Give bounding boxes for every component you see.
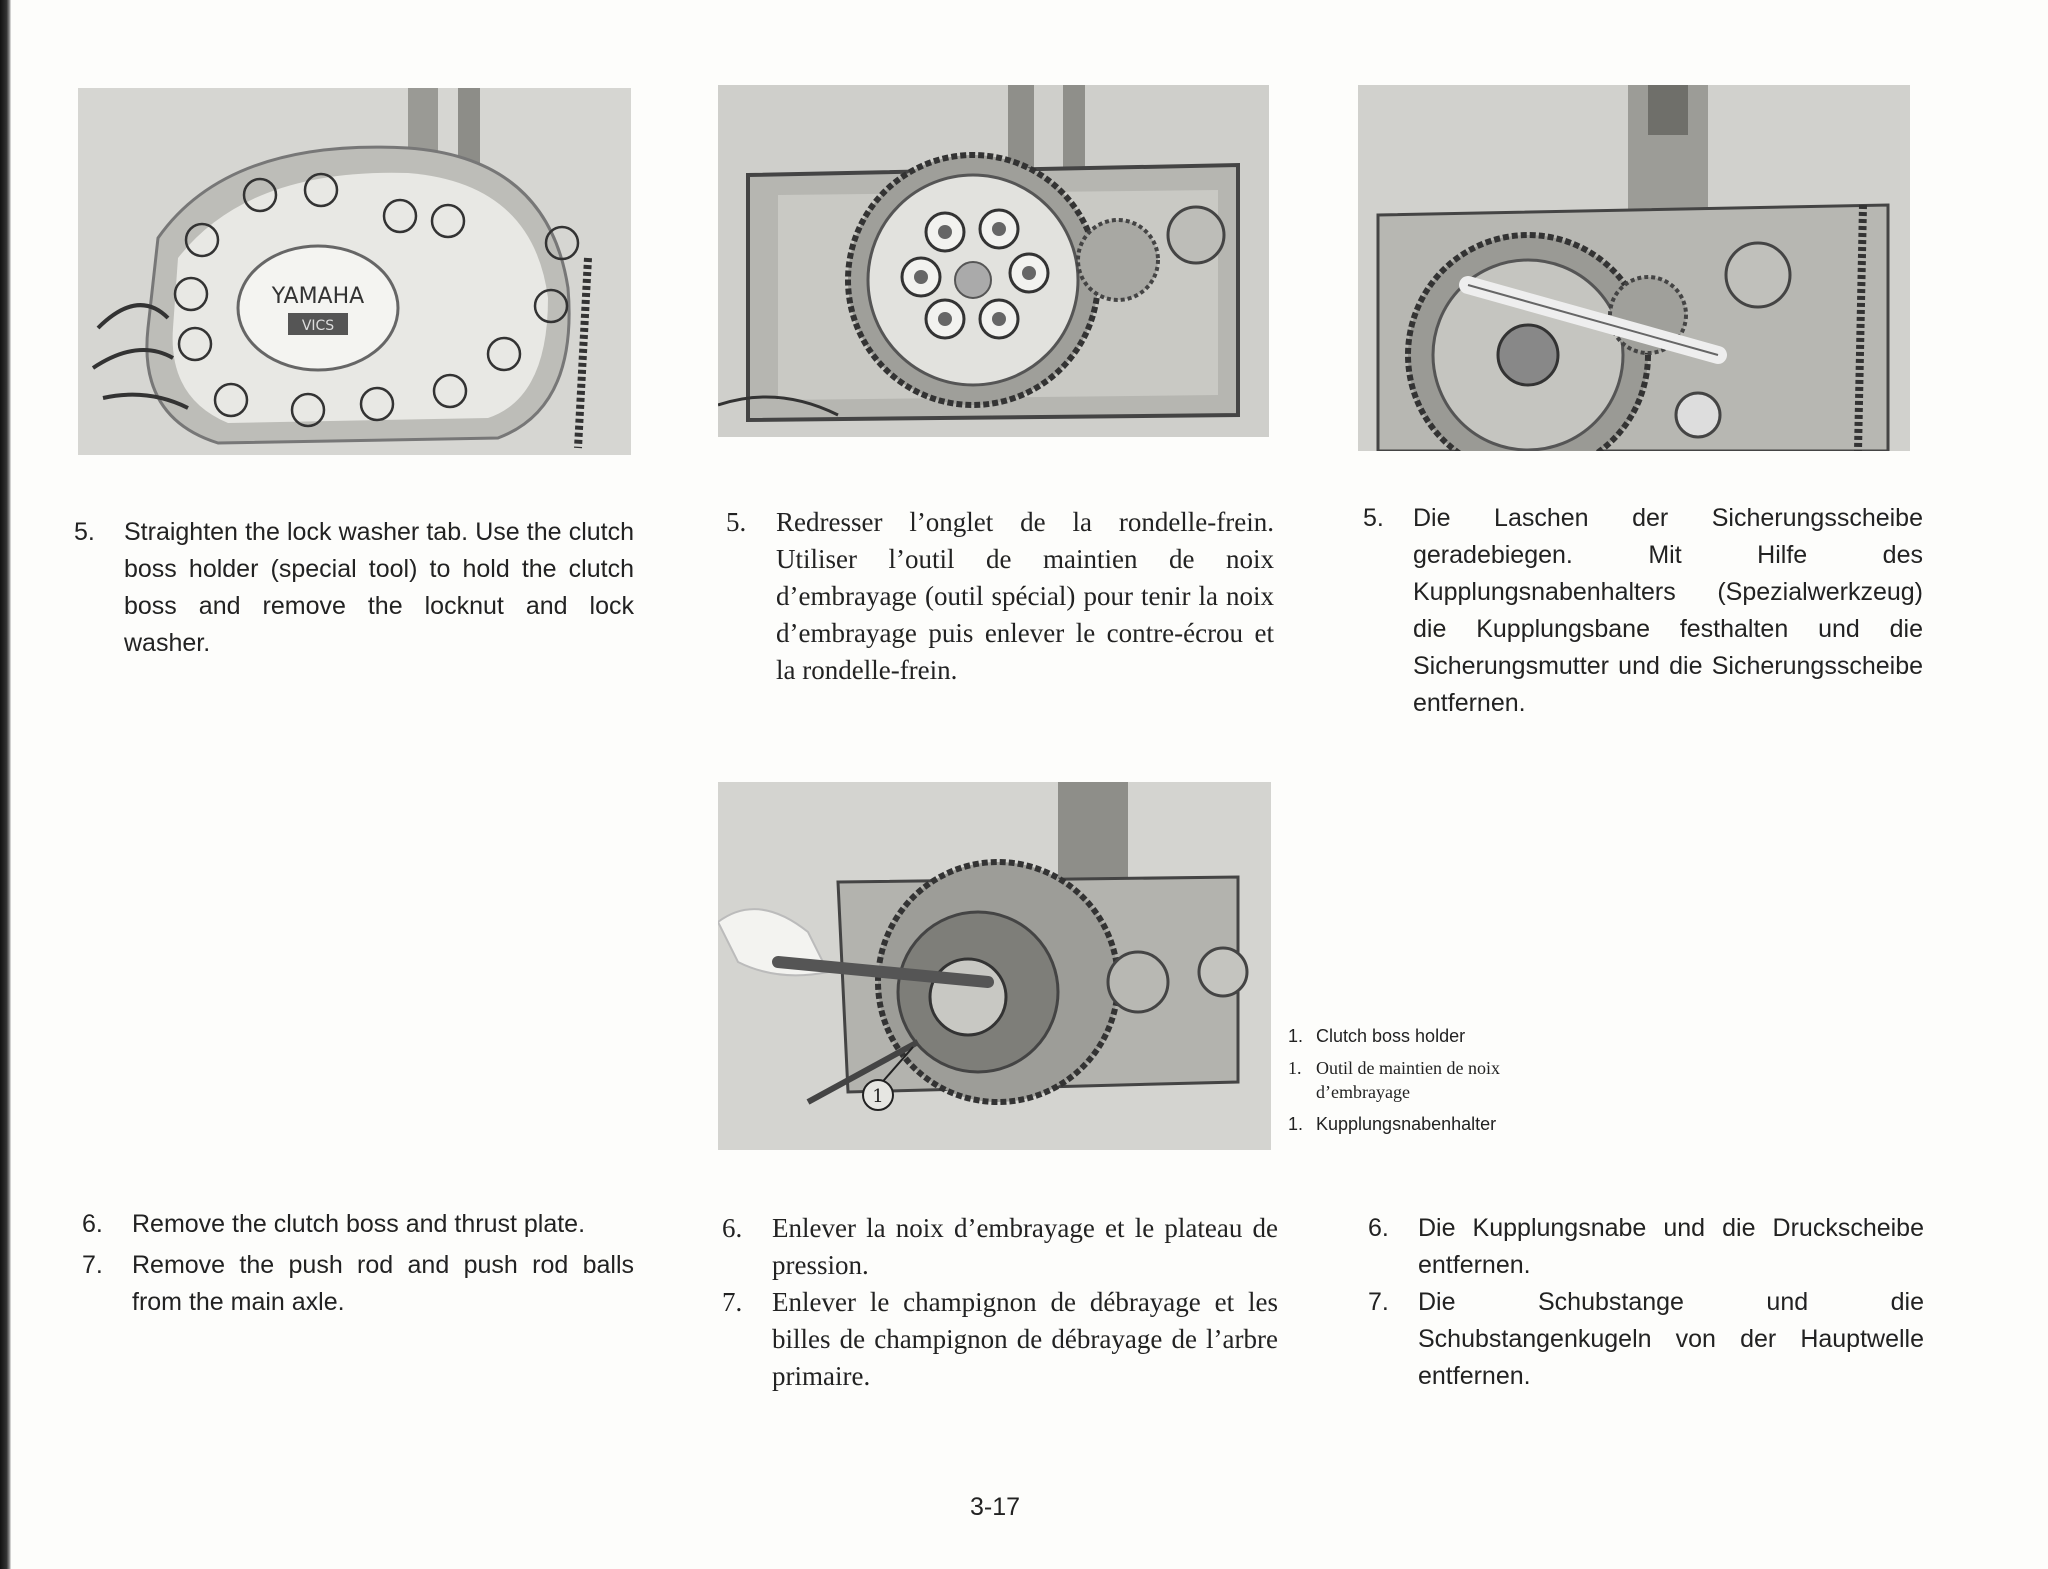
caption-text: Clutch boss holder xyxy=(1316,1026,1466,1046)
caption-fr xyxy=(1288,1056,1588,1104)
item-number: 7. xyxy=(82,1251,103,1279)
item-text: Straighten the lock washer tab. Use the clutch boss holder (special tool) to hold the clutch boss and remove the locknut and lock washer. xyxy=(124,518,634,657)
fr-step-5 xyxy=(726,504,1274,689)
item-text: Enlever la noix d’embrayage et le plateau de pression. xyxy=(772,1213,1278,1280)
item-number: 5. xyxy=(726,507,747,537)
cover-badge-top: YAMAHA xyxy=(271,284,365,309)
item-text: Enlever le champignon de débrayage et les billes de champignon de débrayage de l’arbre primaire. xyxy=(772,1287,1278,1391)
item-text: Die Schubstange und die Schubstangenkugeln von der Hauptwelle entfernen. xyxy=(1418,1288,1924,1390)
caption-de xyxy=(1288,1112,1588,1136)
fr-steps-6-7 xyxy=(722,1210,1278,1395)
caption-number: 1. xyxy=(1288,1114,1304,1134)
list-item xyxy=(82,1247,634,1321)
caption-text: Outil de maintien de noix d’embrayage xyxy=(1316,1058,1500,1102)
item-number: 6. xyxy=(82,1210,103,1238)
caption-number: 1. xyxy=(1288,1026,1304,1046)
list-item xyxy=(722,1284,1278,1395)
item-number: 6. xyxy=(722,1213,743,1243)
list-item xyxy=(1363,500,1923,722)
caption-number: 1. xyxy=(1288,1058,1302,1078)
item-text: Remove the clutch boss and thrust plate. xyxy=(132,1210,586,1238)
cover-badge-bottom: VICS xyxy=(301,318,335,334)
item-text: Die Kupplungsnabe und die Druckscheibe entfernen. xyxy=(1418,1214,1924,1279)
item-number: 6. xyxy=(1368,1214,1389,1242)
photo-clutch-cover-image xyxy=(78,88,631,455)
figure-captions xyxy=(1288,1024,1588,1144)
caption-text: Kupplungsnabenhalter xyxy=(1316,1114,1497,1134)
photo-clutch-springs xyxy=(718,85,1269,437)
list-item xyxy=(74,514,634,662)
photo-clutch-springs-image xyxy=(718,85,1269,437)
item-text: Redresser l’onglet de la rondelle-frein. Utiliser l’outil de maintien de noix d’embrayage (outil spécial) pour tenir la noix d’embrayage puis enlever le contre-écrou et la rondelle-frein. xyxy=(776,507,1274,685)
callout-number: 1 xyxy=(872,1086,884,1107)
item-number: 7. xyxy=(1368,1288,1389,1316)
item-number: 7. xyxy=(722,1287,743,1317)
list-item xyxy=(722,1210,1278,1284)
de-step-5 xyxy=(1363,500,1923,722)
page-binding-edge xyxy=(0,0,11,1569)
en-step-5 xyxy=(74,514,634,662)
photo-clutch-boss-holder-image xyxy=(718,782,1271,1150)
en-steps-6-7 xyxy=(82,1206,634,1321)
photo-clutch-boss-holder xyxy=(718,782,1271,1150)
caption-en xyxy=(1288,1024,1588,1048)
page-number: 3-17 xyxy=(969,1493,1021,1521)
photo-locknut-removal-image xyxy=(1358,85,1910,451)
list-item xyxy=(82,1206,634,1243)
item-number: 5. xyxy=(74,518,95,546)
list-item xyxy=(726,504,1274,689)
photo-clutch-cover xyxy=(78,88,631,455)
list-item xyxy=(1368,1284,1924,1395)
de-steps-6-7 xyxy=(1368,1210,1924,1395)
item-number: 5. xyxy=(1363,504,1384,532)
item-text: Remove the push rod and push rod balls from the main axle. xyxy=(132,1251,634,1316)
photo-locknut-removal xyxy=(1358,85,1910,451)
item-text: Die Laschen der Sicherungsscheibe geradebiegen. Mit Hilfe des Kupplungsnabenhalters (Spezialwerkzeug) die Kupplungsbane festhalten und die Sicherungsmutter und die Sicherungsscheibe entfernen. xyxy=(1413,504,1923,717)
list-item xyxy=(1368,1210,1924,1284)
